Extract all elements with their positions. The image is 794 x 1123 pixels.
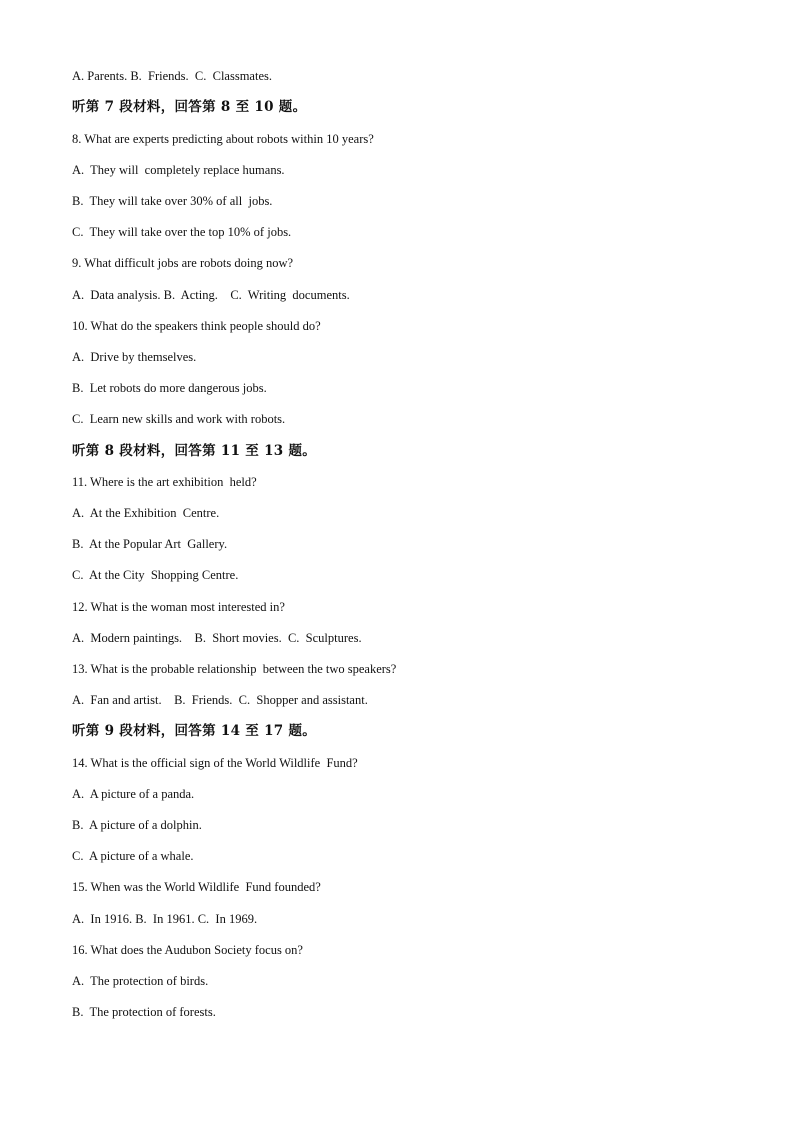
question-line: 16. What does the Audubon Society focus on? (72, 943, 303, 957)
question-line: 13. What is the probable relationship between the two speakers? (72, 662, 397, 676)
section-heading: 听第 9 段材料，回答第 14 至 17 题。 (72, 723, 317, 739)
option-line: B. Let robots do more dangerous jobs. (72, 381, 267, 395)
option-line: B. The protection of forests. (72, 1005, 216, 1019)
option-line: A. A picture of a panda. (72, 787, 195, 801)
question-line: 8. What are experts predicting about robots within 10 years? (72, 132, 374, 146)
option-line: C. Learn new skills and work with robots. (72, 412, 286, 426)
section-heading: 听第 8 段材料，回答第 11 至 13 题。 (72, 443, 317, 459)
option-line: A. They will completely replace humans. (72, 163, 285, 177)
option-line: C. They will take over the top 10% of jobs. (72, 225, 292, 239)
option-line: A. Modern paintings. B. Short movies. C. Sculptures. (72, 631, 362, 645)
question-line: 14. What is the official sign of the World Wildlife Fund? (72, 756, 358, 770)
option-line: C. At the City Shopping Centre. (72, 568, 239, 582)
question-line: 15. When was the World Wildlife Fund founded? (72, 880, 321, 894)
question-line: 9. What difficult jobs are robots doing now? (72, 256, 294, 270)
option-line: C. A picture of a whale. (72, 849, 194, 863)
option-line: A. Data analysis. B. Acting. C. Writing documents. (72, 288, 350, 302)
option-line: A. In 1916. B. In 1961. C. In 1969. (72, 912, 258, 926)
question-line: 10. What do the speakers think people should do? (72, 319, 321, 333)
option-line: A. At the Exhibition Centre. (72, 506, 220, 520)
option-line: A. Drive by themselves. (72, 350, 197, 364)
option-line: A. Fan and artist. B. Friends. C. Shopper and assistant. (72, 693, 368, 707)
section-heading: 听第 7 段材料，回答第 8 至 10 题。 (72, 99, 307, 115)
option-line: B. They will take over 30% of all jobs. (72, 194, 273, 208)
option-line: B. A picture of a dolphin. (72, 818, 202, 832)
option-line: A. Parents. B. Friends. C. Classmates. (72, 69, 272, 83)
question-line: 11. Where is the art exhibition held? (72, 475, 257, 489)
question-line: 12. What is the woman most interested in? (72, 600, 285, 614)
option-line: A. The protection of birds. (72, 974, 209, 988)
option-line: B. At the Popular Art Gallery. (72, 537, 228, 551)
